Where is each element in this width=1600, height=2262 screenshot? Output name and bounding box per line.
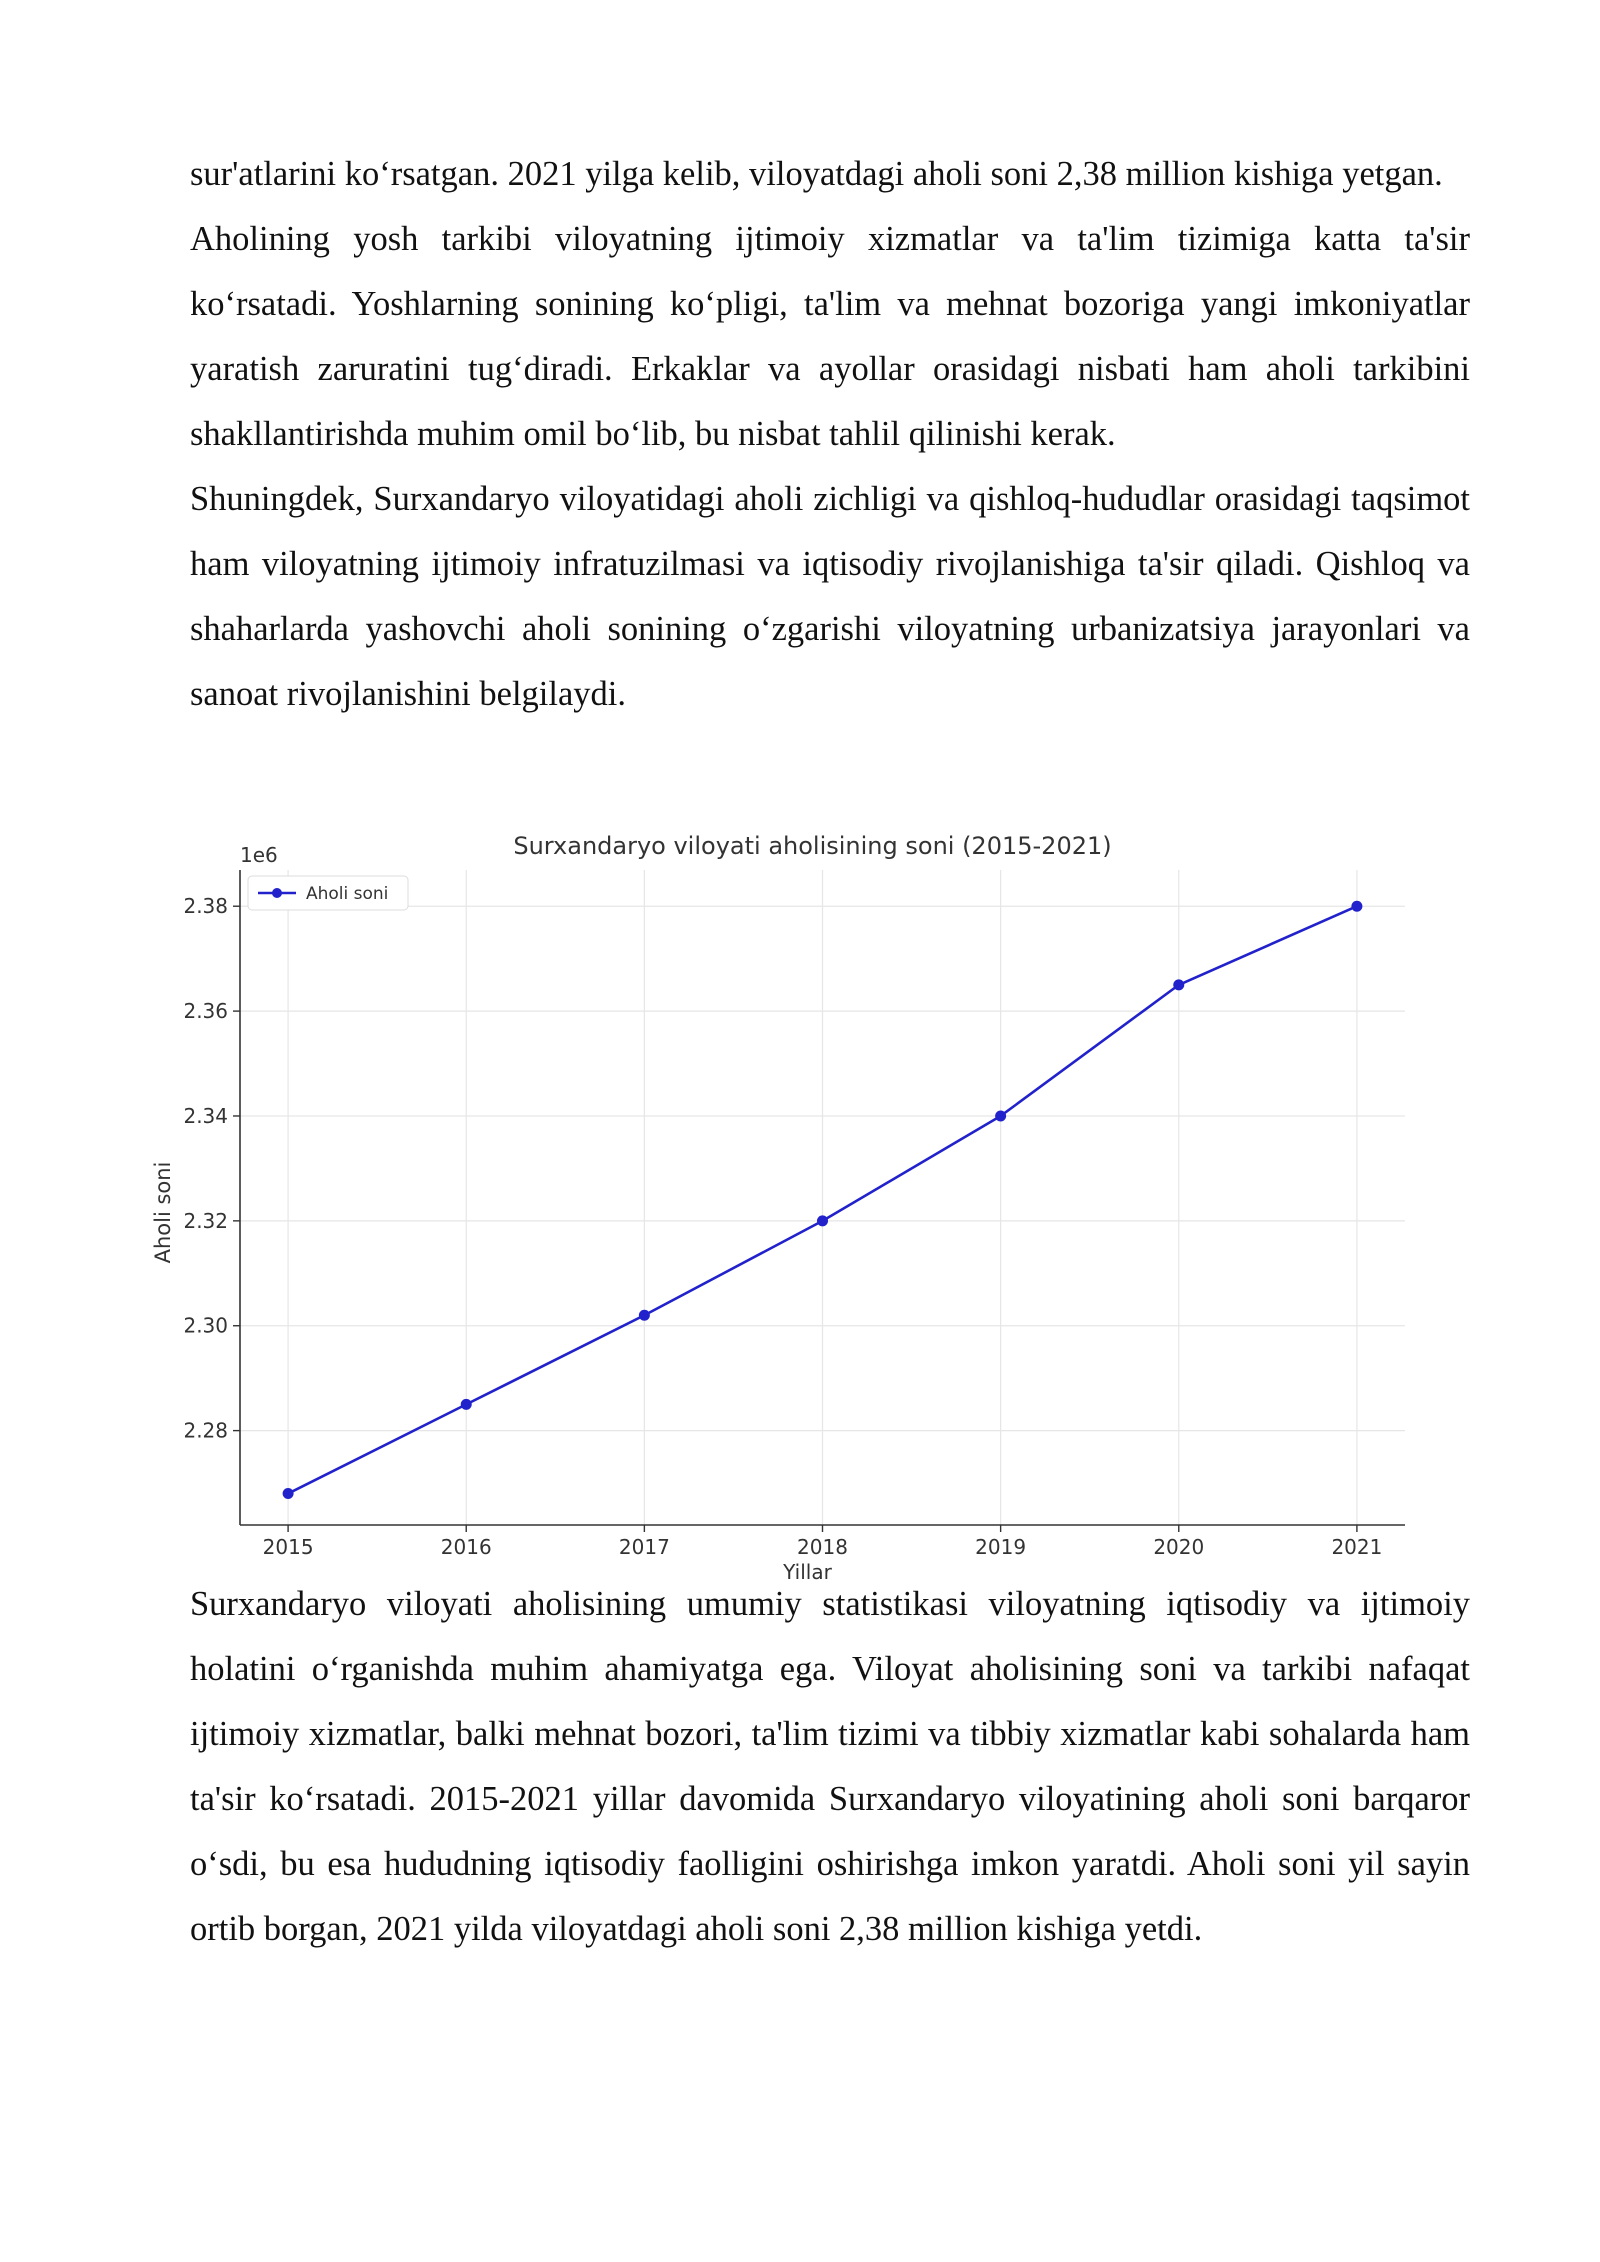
data-point <box>283 1488 294 1499</box>
population-chart <box>140 820 1440 1600</box>
legend-label: Aholi soni <box>306 884 389 904</box>
x-tick-label: 2018 <box>797 1535 848 1559</box>
paragraph: Surxandaryo viloyati aholisining umumiy statistikasi viloyatning iqtisodiy va ijtimoiy holatini o‘rganishda muhim ahamiyatga ega. Viloyat aholisining soni va tarkibi nafaqat ijtimoiy xizmatlar, balki mehnat bozori, ta'lim tizimi va tibbiy xizmatlar kabi sohalarda ham ta'sir ko‘rsatadi. 2015-2021 yillar davomida Surxandaryo viloyatining aholi soni barqaror o‘sdi, bu esa hududning iqtisodiy faolligini oshirishga imkon yaratdi. Aholi soni yil sayin ortib borgan, 2021 yilda viloyatdagi aholi soni 2,38 million kishiga yetdi. <box>190 1585 1470 1948</box>
data-point <box>461 1399 472 1410</box>
y-axis-label: Aholi soni <box>151 1161 175 1264</box>
x-tick-label: 2016 <box>440 1535 492 1559</box>
data-point <box>639 1310 650 1321</box>
x-tick-label: 2017 <box>618 1535 670 1559</box>
y-tick-label: 2.28 <box>183 1418 228 1443</box>
x-tick-label: 2015 <box>262 1535 314 1559</box>
paragraph: Aholining yosh tarkibi viloyatning ijtimoiy xizmatlar va ta'lim tizimiga katta ta'sir ko‘rsatadi. Yoshlarning sonining ko‘pligi, ta'lim va mehnat bozoriga yangi imkoniyatlar yaratish zaruratini tug‘diradi. Erkaklar va ayollar orasidagi nisbati ham aholi tarkibini shakllantirishda muhim omil bo‘lib, bu nisbat tahlil qilinishi kerak. <box>190 220 1470 453</box>
data-point <box>817 1215 828 1226</box>
x-tick-label: 2019 <box>975 1535 1027 1559</box>
text-block-bottom <box>190 1572 1470 1962</box>
grid-layer <box>240 870 1405 1525</box>
data-point <box>1173 979 1184 990</box>
y-tick-label: 2.36 <box>183 999 228 1024</box>
chart-svg <box>140 820 1440 1600</box>
y-tick-label: 2.30 <box>183 1313 228 1338</box>
text-block-top <box>190 142 1470 727</box>
x-tick-label: 2021 <box>1331 1535 1383 1559</box>
ticks-layer <box>183 894 1382 1559</box>
y-tick-label: 2.34 <box>183 1103 228 1128</box>
data-point <box>1351 901 1362 912</box>
paragraph: Shuningdek, Surxandaryo viloyatidagi aholi zichligi va qishloq-hududlar orasidagi taqsimot ham viloyatning ijtimoiy infratuzilmasi va iqtisodiy rivojlanishiga ta'sir qiladi. Qishloq va shaharlarda yashovchi aholi sonining o‘zgarishi viloyatning urbanizatsiya jarayonlari va sanoat rivojlanishini belgilaydi. <box>190 480 1470 713</box>
legend-marker <box>272 888 282 898</box>
x-axis-label: Yillar <box>783 1560 832 1584</box>
chart-title: Surxandaryo viloyati aholisining soni (2015-2021) <box>513 832 1112 860</box>
legend-layer <box>248 876 408 910</box>
y-tick-label: 2.32 <box>183 1208 228 1233</box>
x-tick-label: 2020 <box>1153 1535 1205 1559</box>
data-point <box>995 1110 1006 1121</box>
y-tick-label: 2.38 <box>183 894 228 919</box>
paragraph: sur'atlarini ko‘rsatgan. 2021 yilga kelib, viloyatdagi aholi soni 2,38 million kishiga yetgan. <box>190 155 1443 193</box>
y-offset-label: 1e6 <box>240 843 278 867</box>
